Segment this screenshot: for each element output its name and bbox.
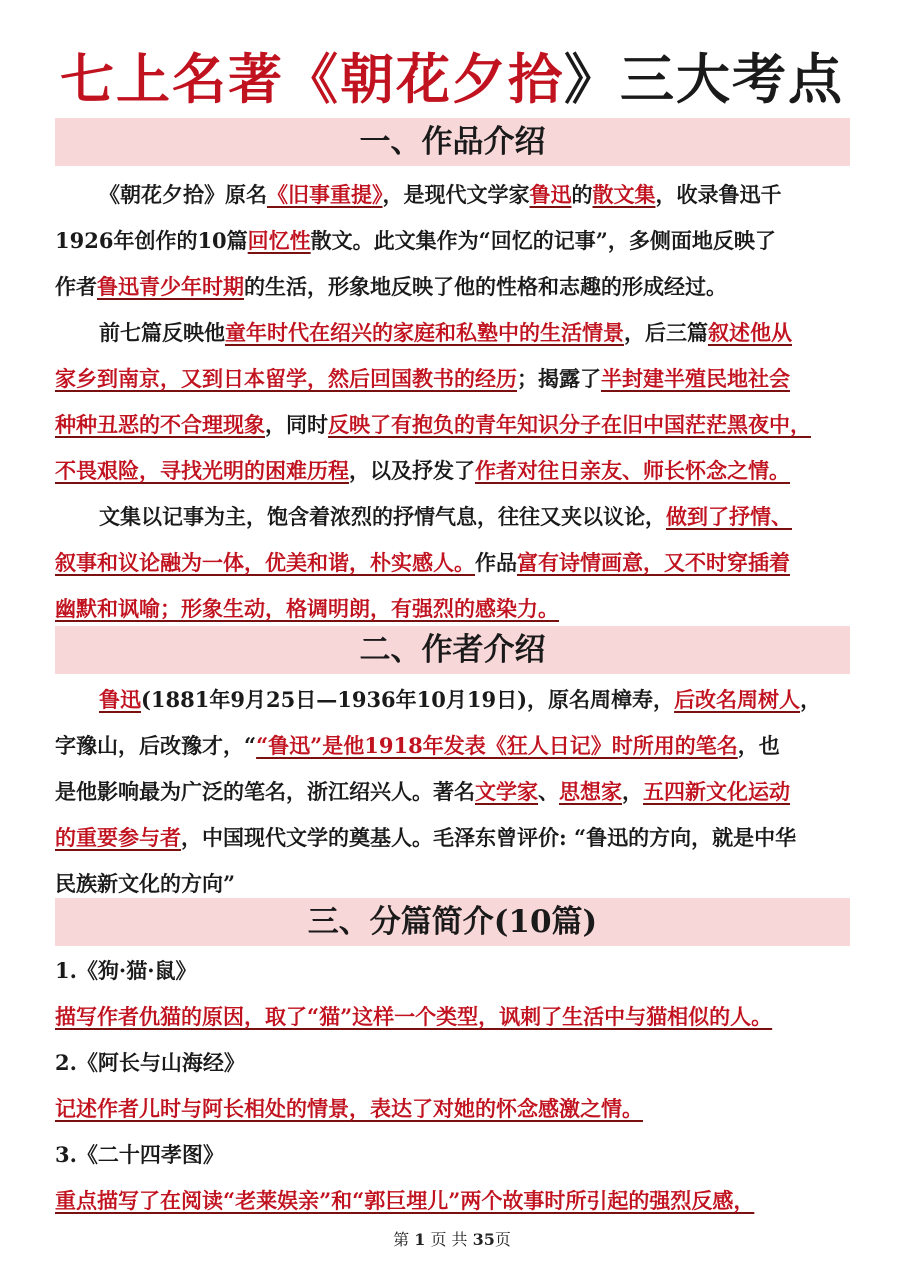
intro-paragraph-2	[55, 310, 850, 494]
text-line	[55, 723, 850, 769]
text-run: ；揭露了	[517, 366, 601, 391]
highlight-text: 鲁迅青少年时期	[97, 274, 244, 299]
text-line	[55, 540, 850, 586]
chapter-summary: 重点描写了在阅读“老莱娱亲”和“郭巨埋儿”两个故事时所引起的强烈反感，	[55, 1188, 755, 1213]
text-run: ，以及抒发了	[349, 458, 475, 483]
highlight-text: 鲁迅	[99, 687, 141, 712]
text-run: ，	[622, 779, 643, 804]
text-run: 字豫山，后改豫才，“	[55, 733, 257, 758]
section-heading-chapters: 三、分篇简介(10篇)	[55, 898, 850, 946]
highlight-text: “鲁迅”是他1918年发表《狂人日记》时所用的笔名	[256, 733, 738, 758]
footer-text: 第	[393, 1230, 410, 1249]
page-title	[0, 44, 904, 116]
text-run: 、	[538, 779, 559, 804]
title-prefix: 七上名著《	[60, 48, 340, 111]
highlight-text: 童年时代在绍兴的家庭和私塾中的生活情景	[225, 320, 624, 345]
text-run: 文集以记事为主，饱含着浓烈的抒情气息，往往又夹以议论，	[99, 504, 666, 529]
chapter-list	[55, 948, 850, 1224]
highlight-text: 幽默和讽喻；形象生动，格调明朗，有强烈的感染力。	[55, 596, 559, 621]
text-run: 1926年创作的10篇	[55, 228, 248, 253]
highlight-text: 叙述他从	[708, 320, 792, 345]
text-run: ，	[800, 687, 822, 712]
highlight-text: 文学家	[475, 779, 538, 804]
text-line	[55, 172, 850, 218]
title-book-name: 朝花夕拾	[340, 48, 564, 111]
text-line	[55, 677, 850, 723]
text-run: 民族新文化的方向”	[55, 871, 236, 896]
text-line	[55, 448, 850, 494]
intro-paragraph-1	[55, 172, 850, 310]
text-line	[55, 218, 850, 264]
text-run: 作品	[475, 550, 517, 575]
chapter-heading: 2.《阿长与山海经》	[55, 1050, 245, 1075]
text-run: 的生活，形象地反映了他的性格和志趣的形成经过。	[244, 274, 727, 299]
text-line	[55, 264, 850, 310]
text-run: 的	[571, 182, 593, 207]
text-run: ，是现代文学家	[382, 182, 530, 207]
highlight-text: 鲁迅	[529, 182, 572, 207]
text-run: 散文。此文集作为“回忆的记事”，多侧面地反映了	[310, 228, 776, 253]
highlight-text: 反映了有抱负的青年知识分子在旧中国茫茫黑夜中，	[328, 412, 811, 437]
highlight-text: 半封建半殖民地社会	[601, 366, 790, 391]
chapter-summary: 记述作者儿时与阿长相处的情景，表达了对她的怀念感激之情。	[55, 1096, 643, 1121]
current-page-number: 1	[414, 1230, 426, 1249]
section-heading-author: 二、作者介绍	[55, 626, 850, 674]
footer-text: 页 共	[430, 1230, 468, 1249]
highlight-text: 散文集	[592, 182, 656, 207]
intro-paragraph-3	[55, 494, 850, 632]
chapter-heading: 1.《狗·猫·鼠》	[55, 958, 197, 983]
text-line	[55, 494, 850, 540]
total-pages: 35	[472, 1230, 495, 1249]
text-line	[55, 815, 850, 861]
text-run: 是他影响最为广泛的笔名，浙江绍兴人。著名	[55, 779, 475, 804]
highlight-text: 五四新文化运动	[643, 779, 790, 804]
highlight-text: 后改名周树人	[674, 687, 801, 712]
text-line	[55, 310, 850, 356]
highlight-text: 富有诗情画意，又不时穿插着	[517, 550, 790, 575]
text-line	[55, 402, 850, 448]
text-run: (1881年9月25日—1936年10月19日)，原名周樟寿，	[141, 687, 675, 712]
section-heading-intro: 一、作品介绍	[55, 118, 850, 166]
title-suffix: 》三大考点	[564, 48, 844, 111]
highlight-text: 家乡到南京，又到日本留学，然后回国教书的经历	[55, 366, 517, 391]
author-paragraph	[55, 677, 850, 907]
text-run: 前七篇反映他	[99, 320, 225, 345]
text-run: 作者	[55, 274, 97, 299]
highlight-text: 做到了抒情、	[666, 504, 792, 529]
highlight-text: 作者对往日亲友、师长怀念之情。	[475, 458, 790, 483]
text-run: ，也	[737, 733, 780, 758]
chapter-summary: 描写作者仇猫的原因，取了“猫”这样一个类型，讽刺了生活中与猫相似的人。	[55, 1004, 773, 1029]
text-line	[55, 769, 850, 815]
text-run: ，收录鲁迅千	[655, 182, 782, 207]
highlight-text: 《旧事重提》	[267, 182, 383, 207]
chapter-heading: 3.《二十四孝图》	[55, 1142, 224, 1167]
highlight-text: 不畏艰险，寻找光明的困难历程	[55, 458, 349, 483]
text-run: 《朝花夕拾》原名	[99, 182, 267, 207]
text-run: ，后三篇	[624, 320, 708, 345]
highlight-text: 叙事和议论融为一体，优美和谐，朴实感人。	[55, 550, 475, 575]
text-run: ，同时	[265, 412, 328, 437]
highlight-text: 种种丑恶的不合理现象	[55, 412, 265, 437]
footer-text: 页	[494, 1230, 511, 1249]
page-footer	[0, 1228, 904, 1252]
highlight-text: 思想家	[559, 779, 622, 804]
highlight-text: 回忆性	[247, 228, 311, 253]
text-line	[55, 356, 850, 402]
text-run: ，中国现代文学的奠基人。毛泽东曾评价: “鲁迅的方向，就是中华	[181, 825, 797, 850]
highlight-text: 的重要参与者	[55, 825, 181, 850]
